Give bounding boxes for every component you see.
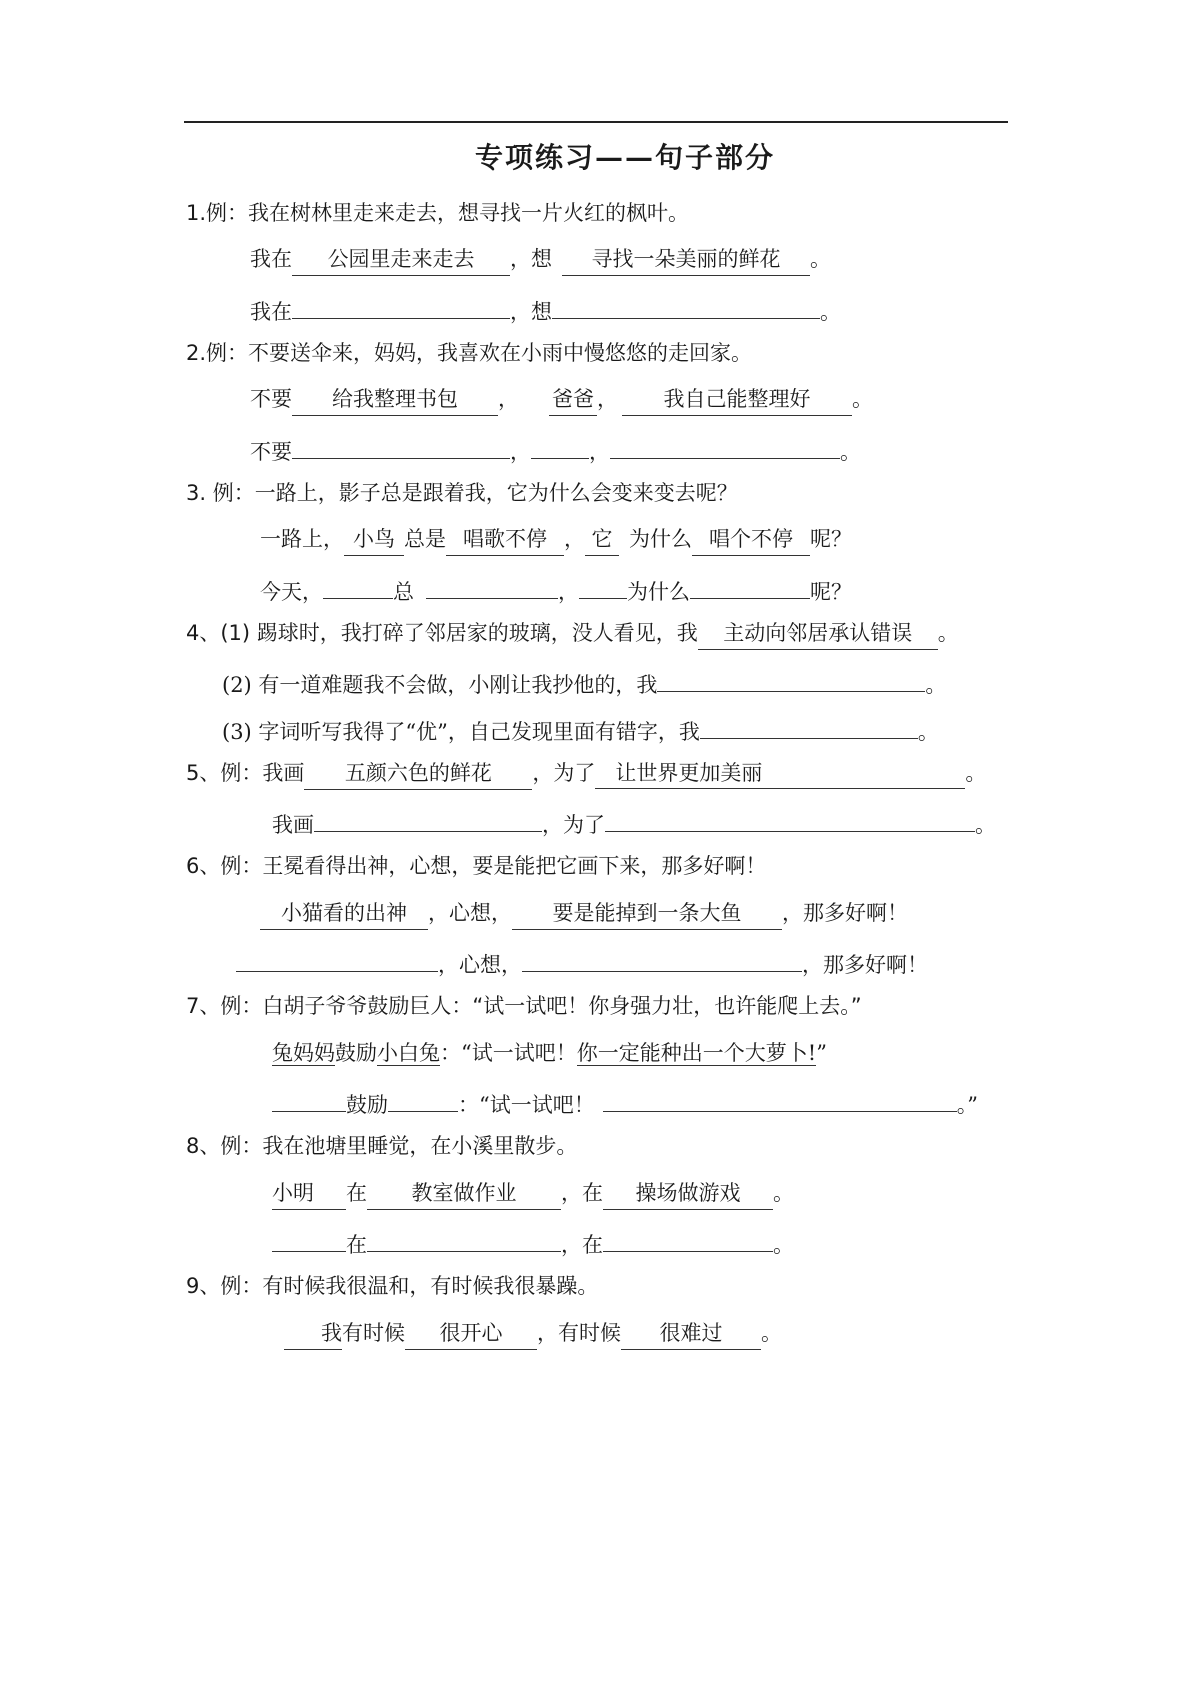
filled-blank[interactable]: 小鸟 [344, 523, 404, 556]
text: 不要 [250, 440, 292, 464]
filled-blank[interactable]: 我 [284, 1317, 342, 1350]
text: 。 [761, 1321, 782, 1345]
text: 我画 [272, 813, 314, 837]
underlined-answer[interactable]: 你一定能种出一个大萝卜! [576, 1041, 817, 1065]
filled-blank[interactable]: 要是能掉到一条大鱼 [512, 897, 782, 930]
filled-blank[interactable]: 它 [585, 523, 619, 556]
filled-blank[interactable]: 唱歌不停 [446, 523, 564, 556]
text: 5、例：我画 [186, 761, 305, 785]
text: 我在 [250, 300, 292, 324]
q2-answer-line [250, 379, 873, 419]
filled-blank[interactable]: 五颜六色的鲜花 [304, 757, 532, 790]
q8-answer-line [272, 1173, 794, 1213]
text: 在 [346, 1181, 367, 1205]
q6-practice-line [236, 939, 928, 979]
q3-practice-line [260, 566, 852, 606]
text: ， [597, 387, 618, 411]
text: 呢？ [810, 580, 852, 604]
filled-blank[interactable]: 操场做游戏 [603, 1177, 773, 1210]
text: ，心想， [428, 901, 512, 925]
q7-practice-line [272, 1079, 978, 1119]
text: 。 [917, 720, 939, 744]
empty-blank[interactable] [603, 1219, 773, 1252]
empty-blank[interactable] [610, 426, 840, 459]
filled-blank[interactable]: 小猫看的出神 [260, 897, 428, 930]
text: 总 [393, 580, 414, 604]
filled-blank[interactable]: 教室做作业 [367, 1177, 561, 1210]
empty-blank[interactable] [690, 566, 810, 599]
q8-practice-line [272, 1219, 794, 1259]
text: 4、(1) 踢球时，我打碎了邻居家的玻璃，没人看见，我 [186, 621, 698, 645]
text: 。 [965, 761, 987, 785]
text: ：“试一试吧！ [440, 1041, 577, 1065]
text: ，有时候 [537, 1321, 621, 1345]
filled-blank[interactable]: 我自己能整理好 [622, 383, 852, 416]
text: ，在 [561, 1181, 603, 1205]
text: ，为了 [542, 813, 605, 837]
top-rule [184, 121, 1008, 123]
underlined-answer[interactable]: 小白兔 [377, 1041, 440, 1065]
text: ，心想， [438, 953, 522, 977]
text: ， [498, 387, 519, 411]
filled-blank[interactable]: 很难过 [621, 1317, 761, 1350]
empty-blank[interactable] [272, 1079, 346, 1112]
filled-blank[interactable]: 爸爸 [549, 383, 597, 416]
text: 。 [937, 621, 959, 645]
q2-example: 2.例：不要送伞来，妈妈，我喜欢在小雨中慢悠悠的走回家。 [186, 341, 753, 365]
empty-blank[interactable] [323, 566, 393, 599]
empty-blank[interactable] [579, 566, 627, 599]
empty-blank[interactable] [292, 286, 510, 319]
empty-blank[interactable] [426, 566, 558, 599]
filled-blank[interactable]: 唱个不停 [692, 523, 810, 556]
text: 为什么 [629, 527, 692, 551]
text: 。 [773, 1233, 794, 1257]
empty-blank[interactable] [292, 426, 510, 459]
filled-blank[interactable]: 寻找一朵美丽的鲜花 [562, 243, 810, 276]
text: 今天， [260, 580, 323, 604]
empty-blank[interactable] [388, 1079, 458, 1112]
q8-example: 8、例：我在池塘里睡觉，在小溪里散步。 [186, 1134, 578, 1158]
filled-blank[interactable]: 给我整理书包 [292, 383, 498, 416]
text: 呢？ [810, 527, 852, 551]
text: 。 [820, 300, 841, 324]
text: 。 [840, 440, 861, 464]
underlined-answer[interactable]: 兔妈妈 [272, 1041, 335, 1065]
q3-example: 3. 例：一路上，影子总是跟着我，它为什么会变来变去呢？ [186, 481, 738, 505]
empty-blank[interactable] [531, 426, 589, 459]
filled-blank[interactable]: 公园里走来走去 [292, 243, 510, 276]
q6-example: 6、例：王冕看得出神，心想，要是能把它画下来，那多好啊！ [186, 854, 767, 878]
empty-blank[interactable] [552, 286, 820, 319]
filled-blank[interactable]: 让世界更加美丽 [595, 757, 965, 789]
filled-blank[interactable]: 小明 [272, 1177, 346, 1210]
text: 在 [346, 1233, 367, 1257]
text: 。 [852, 387, 873, 411]
text: ， [510, 440, 531, 464]
q9-answer-line [284, 1313, 782, 1353]
text: 鼓励 [346, 1093, 388, 1117]
text: ，那多好啊！ [782, 901, 908, 925]
text: (3) 字词听写我得了“优”，自己发现里面有错字，我 [222, 720, 700, 744]
text: (2) 有一道难题我不会做，小刚让我抄他的，我 [222, 673, 658, 697]
text: ，想 [510, 247, 552, 271]
q6-answer-line [260, 893, 908, 933]
q7-answer-line [272, 1033, 827, 1073]
text: 。 [773, 1181, 794, 1205]
text: ，在 [561, 1233, 603, 1257]
empty-blank[interactable] [522, 939, 802, 972]
empty-blank[interactable] [605, 799, 975, 832]
text: 。 [925, 673, 947, 697]
empty-blank[interactable] [603, 1079, 957, 1112]
q3-answer-line [260, 519, 852, 559]
text: 一路上， [260, 527, 344, 551]
filled-blank[interactable]: 很开心 [405, 1317, 537, 1350]
empty-blank[interactable] [367, 1219, 561, 1252]
text: 。 [975, 813, 996, 837]
text: 不要 [250, 387, 292, 411]
text: 为什么 [627, 580, 690, 604]
q2-practice-line [250, 426, 861, 466]
empty-blank[interactable] [272, 1219, 346, 1252]
text: 。 [810, 247, 831, 271]
text: ” [816, 1041, 827, 1065]
text: ， [558, 580, 579, 604]
text: ，那多好啊！ [802, 953, 928, 977]
empty-blank[interactable] [700, 706, 918, 739]
text: 有时候 [342, 1321, 405, 1345]
text: ，为了 [532, 761, 596, 785]
q4-item-1 [186, 613, 959, 653]
q5-practice-line [272, 799, 996, 839]
q9-example: 9、例：有时候我很温和，有时候我很暴躁。 [186, 1274, 599, 1298]
text: 我在 [250, 247, 292, 271]
text: 鼓励 [335, 1041, 377, 1065]
text: 总是 [404, 527, 446, 551]
text: ， [564, 527, 585, 551]
text: ：“试一试吧！ [458, 1093, 595, 1117]
text: 。” [956, 1093, 978, 1117]
empty-blank[interactable] [657, 659, 925, 692]
q4-item-3 [222, 706, 939, 746]
q1-answer-line [250, 239, 831, 279]
q7-example: 7、例：白胡子爷爷鼓励巨人：“试一试吧！你身强力壮，也许能爬上去。” [186, 994, 862, 1018]
q1-example: 1.例：我在树林里走来走去，想寻找一片火红的枫叶。 [186, 201, 690, 225]
q1-practice-line [250, 286, 841, 326]
text: ，想 [510, 300, 552, 324]
filled-blank[interactable]: 主动向邻居承认错误 [698, 617, 938, 650]
empty-blank[interactable] [314, 799, 542, 832]
page-title: 专项练习——句子部分 [475, 141, 776, 174]
q4-item-2 [222, 659, 946, 699]
empty-blank[interactable] [236, 939, 438, 972]
text: ， [589, 440, 610, 464]
q5-example [186, 753, 986, 793]
